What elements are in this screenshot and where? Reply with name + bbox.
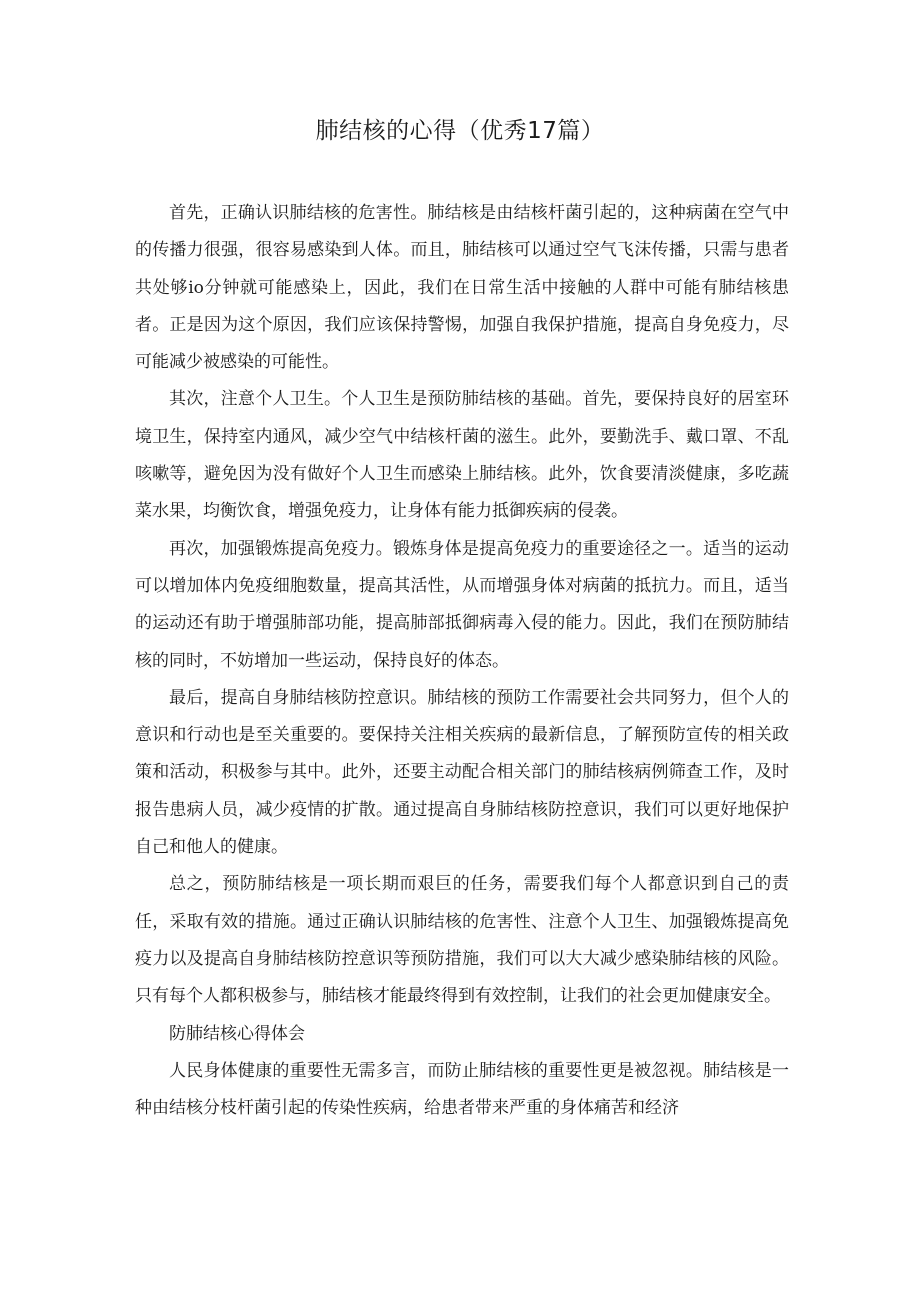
paragraph-conclusion: 总之，预防肺结核是一项长期而艰巨的任务，需要我们每个人都意识到自己的责任，采取有效的措施。通过正确认识肺结核的危害性、注意个人卫生、加强锻炼提高免疫力以及提高自身肺结核防控意识等预防措施，我们可以大大减少感染肺结核的风险。只有每个人都积极参与，肺结核才能最终得到有效控制，让我们的社会更加健康安全。 bbox=[135, 874, 789, 1007]
paragraph-prevention-awareness: 最后，提高自身肺结核防控意识。肺结核的预防工作需要社会共同努力，但个人的意识和行动也是至关重要的。要保持关注相关疾病的最新信息，了解预防宣传的相关政策和活动，积极参与其中。此外，还要主动配合相关部门的肺结核病例筛查工作，及时报告患病人员，减少疫情的扩散。通过提高自身肺结核防控意识，我们可以更好地保护自己和他人的健康。 bbox=[135, 687, 789, 858]
paragraph-risk-awareness: 首先，正确认识肺结核的危害性。肺结核是由结核杆菌引起的，这种病菌在空气中的传播力很强，很容易感染到人体。而且，肺结核可以通过空气飞沫传播，只需与患者共处够io分钟就可能感染上，因此，我们在日常生活中接触的人群中可能有肺结核患者。正是因为这个原因，我们应该保持警惕，加强自我保护措施，提高自身免疫力，尽可能减少被感染的可能性。 bbox=[135, 203, 789, 373]
paragraph-section-intro: 人民身体健康的重要性无需多言，而防止肺结核的重要性更是被忽视。肺结核是一种由结核分枝杆菌引起的传染性疾病，给患者带来严重的身体痛苦和经济 bbox=[135, 1060, 789, 1119]
document-title: 肺结核的心得（优秀17篇） bbox=[315, 118, 605, 144]
paragraph-personal-hygiene: 其次，注意个人卫生。个人卫生是预防肺结核的基础。首先，要保持良好的居室环境卫生，保持室内通风，减少空气中结核杆菌的滋生。此外，要勤洗手、戴口罩、不乱咳嗽等，避免因为没有做好个人卫生而感染上肺结核。此外，饮食要清淡健康，多吃蔬菜水果，均衡饮食，增强免疫力，让身体有能力抵御疾病的侵袭。 bbox=[135, 389, 789, 522]
paragraph-exercise-immunity: 再次，加强锻炼提高免疫力。锻炼身体是提高免疫力的重要途径之一。适当的运动可以增加体内免疫细胞数量，提高其活性，从而增强身体对病菌的抵抗力。而且，适当的运动还有助于增强肺部功能，提高肺部抵御病毒入侵的能力。因此，我们在预防肺结核的同时，不妨增加一些运动，保持良好的体态。 bbox=[135, 538, 789, 671]
document-body bbox=[135, 195, 789, 1127]
section-subheading: 防肺结核心得体会 bbox=[169, 1023, 305, 1044]
